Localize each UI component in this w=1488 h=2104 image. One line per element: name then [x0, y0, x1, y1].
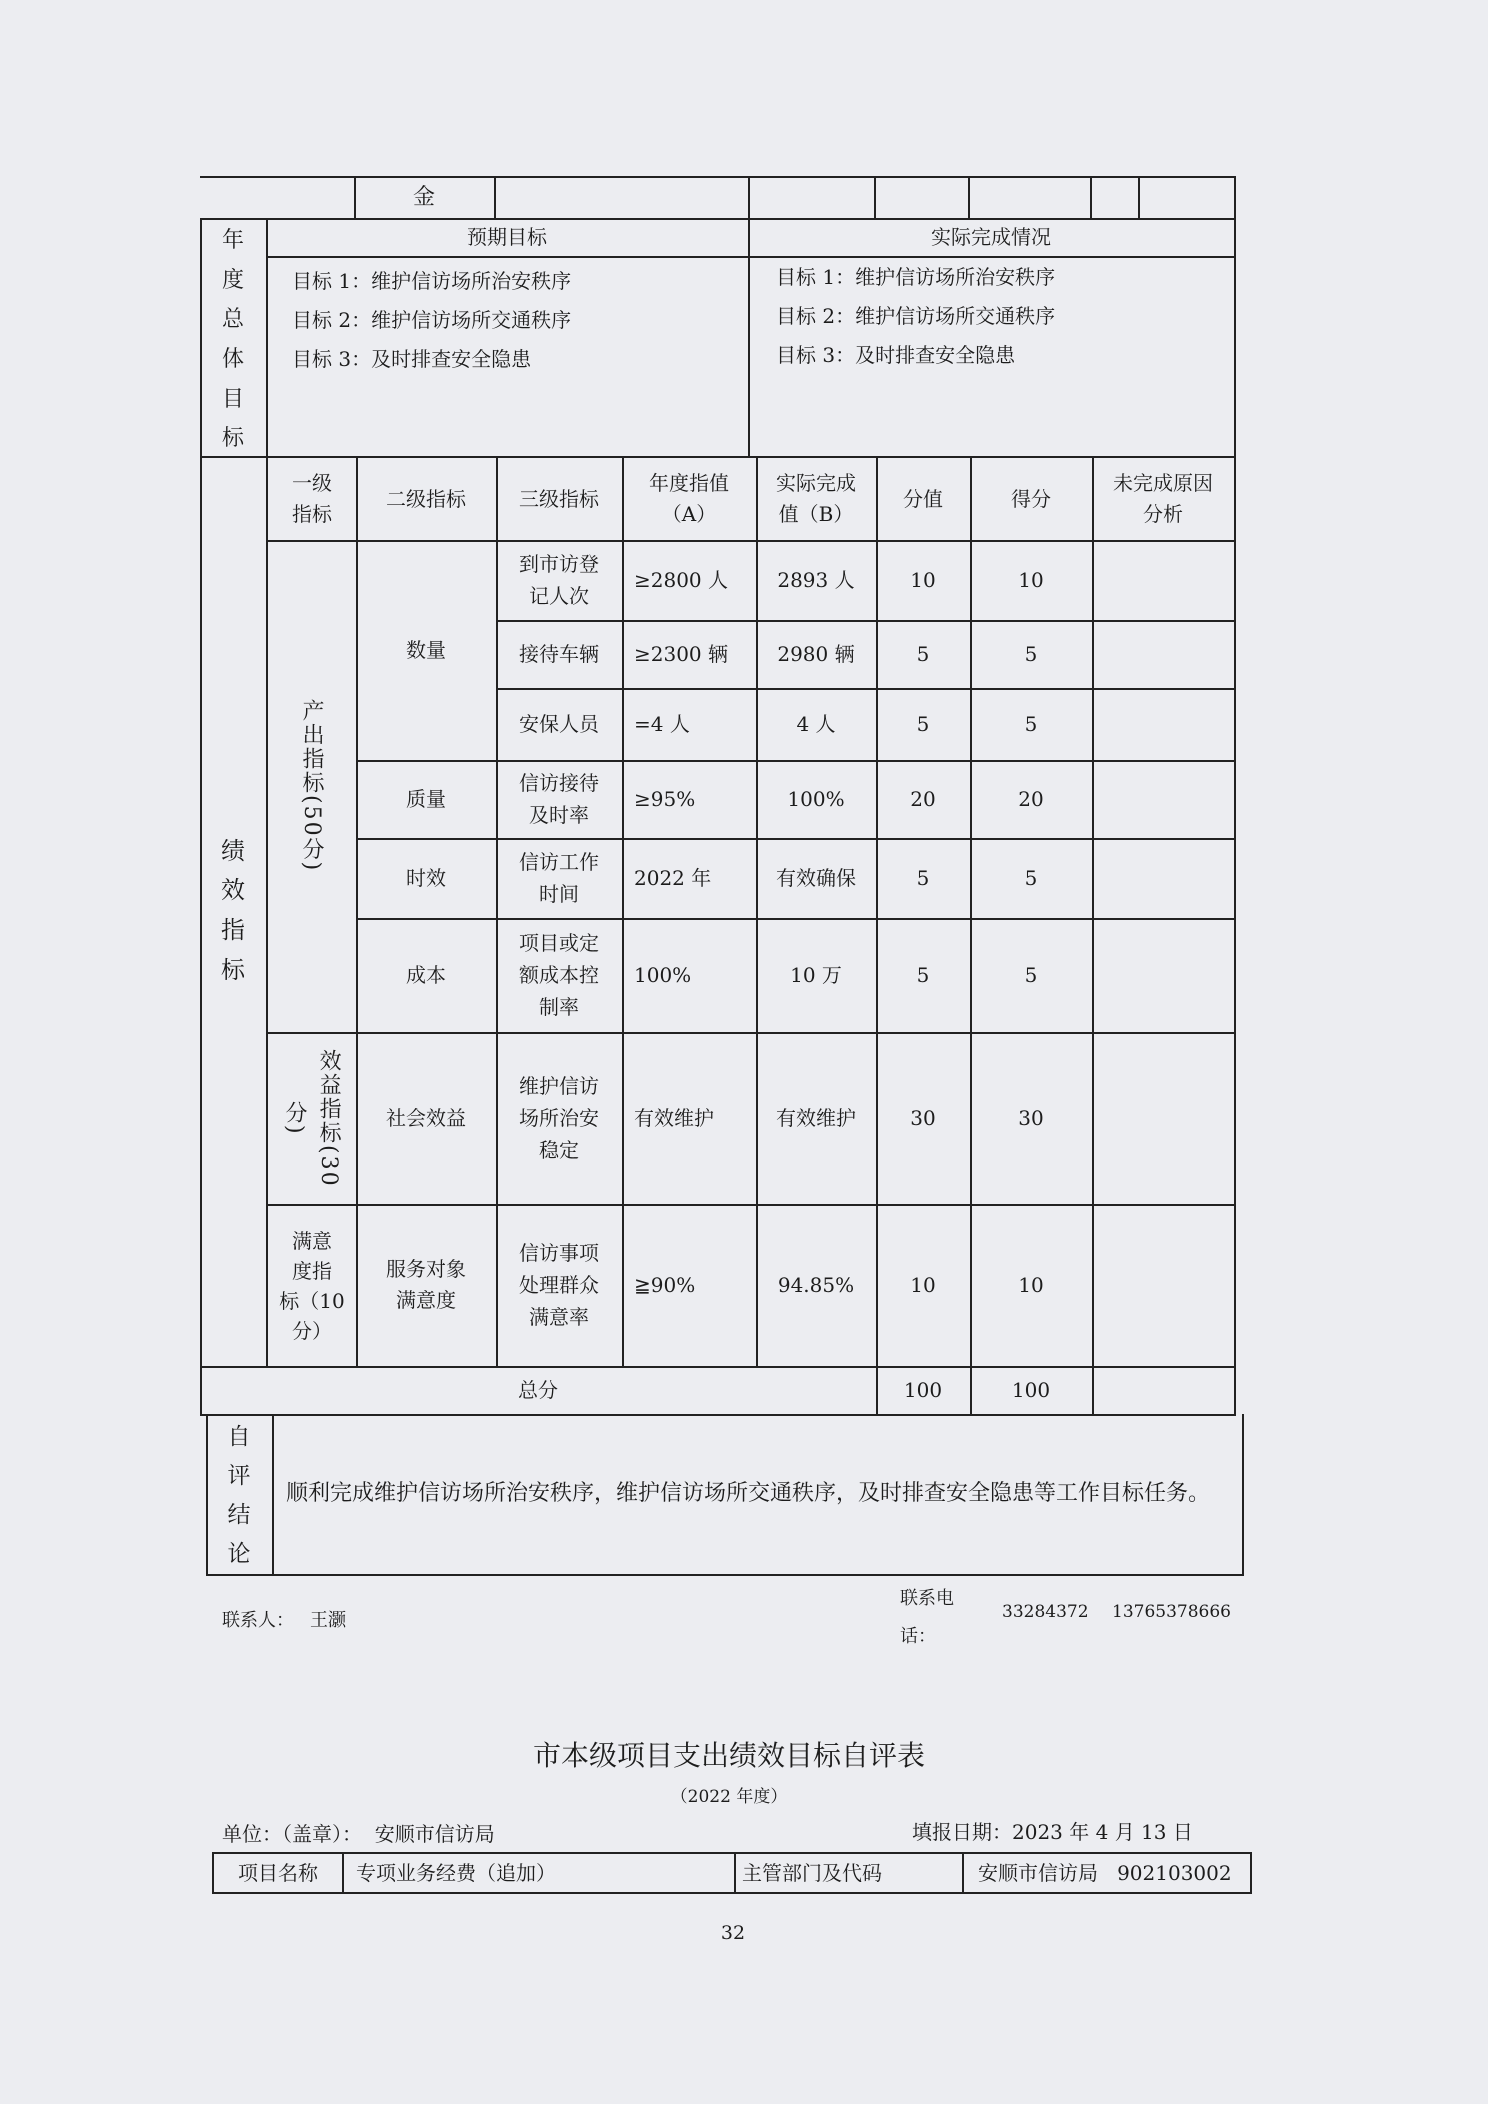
header-annual: 年度指值 （A） [649, 471, 729, 526]
actual-value-cell: 2893 人 [777, 567, 855, 592]
annual-value-cell: ≥2800 人 [634, 567, 729, 592]
annual-value-cell: 100% [634, 962, 692, 987]
next-form-unit: 单位：（盖章）： 安顺市信访局 [222, 1822, 495, 1846]
level3-cell: 维护信访 场所治安 稳定 [519, 1074, 599, 1162]
level2-timeliness: 时效 [406, 865, 446, 890]
total-score: 100 [1011, 1377, 1051, 1402]
dept-label: 主管部门及代码 [742, 1860, 882, 1885]
actual-goal-1: 目标 1：维护信访场所治安秩序 [776, 265, 1056, 289]
expected-goal-1: 目标 1：维护信访场所治安秩序 [292, 269, 572, 293]
group-satisfaction: 满意 度指 标（10 分） [279, 1229, 345, 1343]
conclusion-side-label: 自 评 结 论 [227, 1423, 251, 1568]
score-cell: 5 [1024, 711, 1038, 736]
score-value-cell: 5 [916, 865, 930, 890]
score-value-cell: 20 [910, 786, 936, 811]
annual-value-cell: ≥95% [634, 786, 696, 811]
actual-value-cell: 10 万 [790, 962, 842, 987]
level2-quantity: 数量 [406, 637, 446, 662]
level2-cost: 成本 [406, 962, 446, 987]
actual-goals-header: 实际完成情况 [931, 224, 1051, 249]
score-value-cell: 5 [916, 962, 930, 987]
reason-cell [1092, 918, 1234, 1032]
header-actual: 实际完成 值（B） [776, 471, 856, 526]
annual-value-cell: ≧90% [634, 1272, 696, 1297]
level3-cell: 到市访登 记人次 [519, 552, 599, 608]
level2-social: 社会效益 [386, 1105, 466, 1130]
actual-value-cell: 94.85% [777, 1272, 855, 1297]
header-level3: 三级指标 [519, 486, 599, 511]
next-form-date: 填报日期：2023 年 4 月 13 日 [912, 1820, 1193, 1844]
project-name-label: 项目名称 [238, 1860, 318, 1885]
next-form-title: 市本级项目支出绩效目标自评表 [532, 1739, 925, 1772]
fund-label: 金 [412, 184, 435, 210]
actual-value-cell: 有效维护 [776, 1105, 856, 1130]
level2-service: 服务对象 满意度 [386, 1257, 466, 1312]
level3-cell: 接待车辆 [519, 642, 599, 666]
actual-goal-3: 目标 3：及时排查安全隐患 [776, 343, 1016, 367]
reason-cell [1092, 540, 1234, 620]
actual-value-cell: 2980 辆 [777, 641, 855, 666]
actual-value-cell: 100% [787, 786, 845, 811]
score-cell: 20 [1018, 786, 1044, 811]
score-cell: 10 [1018, 1272, 1044, 1297]
score-cell: 30 [1018, 1105, 1044, 1130]
total-label: 总分 [518, 1377, 558, 1402]
expected-goal-3: 目标 3：及时排查安全隐患 [292, 347, 532, 371]
expected-goals-list [292, 262, 571, 379]
level3-cell: 信访接待 及时率 [519, 771, 599, 827]
header-level1: 一级 指标 [292, 471, 332, 526]
dept-value: 安顺市信访局 902103002 [978, 1860, 1232, 1885]
annual-value-cell: ≥2300 辆 [634, 641, 729, 666]
score-cell: 10 [1018, 567, 1044, 592]
reason-cell [1092, 620, 1234, 688]
annual-value-cell: 有效维护 [634, 1105, 714, 1130]
expected-goals-header: 预期目标 [467, 224, 547, 249]
score-value-cell: 5 [916, 641, 930, 666]
actual-goals-list [776, 258, 1055, 375]
level2-quality: 质量 [406, 786, 446, 811]
score-cell: 5 [1024, 962, 1038, 987]
reason-cell [1092, 838, 1234, 918]
header-score-value: 分值 [903, 486, 943, 511]
actual-value-cell: 4 人 [796, 711, 836, 736]
contact-person: 王灏 [310, 1610, 346, 1631]
score-cell: 5 [1024, 641, 1038, 666]
header-reason: 未完成原因 分析 [1113, 471, 1213, 526]
level3-cell: 信访事项 处理群众 满意率 [519, 1241, 599, 1329]
reason-cell [1092, 1204, 1234, 1366]
score-cell: 5 [1024, 865, 1038, 890]
score-value-cell: 10 [910, 1272, 936, 1297]
score-value-cell: 10 [910, 567, 936, 592]
reason-cell [1092, 688, 1234, 760]
level3-cell: 安保人员 [519, 712, 599, 736]
page-number: 32 [720, 1922, 746, 1944]
performance-side-label: 绩 效 指 标 [221, 836, 245, 984]
annual-value-cell: 2022 年 [634, 865, 712, 890]
contact-phone-label-1: 联系电 [900, 1588, 954, 1609]
next-form-year: （2022 年度） [670, 1787, 788, 1807]
contact-phone-1: 33284372 [1002, 1602, 1089, 1622]
level3-cell: 项目或定 额成本控 制率 [519, 931, 599, 1019]
score-value-cell: 30 [910, 1105, 936, 1130]
level3-cell: 信访工作 时间 [519, 850, 599, 906]
reason-cell [1092, 1032, 1234, 1204]
score-value-cell: 5 [916, 711, 930, 736]
group-output: 产出指标(50分) [299, 699, 325, 873]
actual-goal-2: 目标 2：维护信访场所交通秩序 [776, 304, 1056, 328]
header-level2: 二级指标 [386, 486, 466, 511]
reason-cell [1092, 760, 1234, 838]
total-value: 100 [903, 1377, 943, 1402]
annual-value-cell: =4 人 [634, 711, 690, 736]
conclusion-text: 顺利完成维护信访场所治安秩序，维护信访场所交通秩序，及时排查安全隐患等工作目标任务。 [286, 1480, 1211, 1506]
expected-goal-2: 目标 2：维护信访场所交通秩序 [292, 308, 572, 332]
group-benefit: 效益指标(30分) [282, 1048, 342, 1188]
actual-value-cell: 有效确保 [776, 865, 856, 890]
contact-phone-label-2: 话： [900, 1626, 936, 1647]
header-score: 得分 [1011, 486, 1051, 511]
project-name-value: 专项业务经费（追加） [356, 1860, 556, 1885]
annual-goals-side-label: 年 度 总 体 目 标 [221, 228, 244, 452]
contact-person-label: 联系人： [222, 1610, 294, 1631]
contact-phone-2: 13765378666 [1112, 1602, 1231, 1622]
